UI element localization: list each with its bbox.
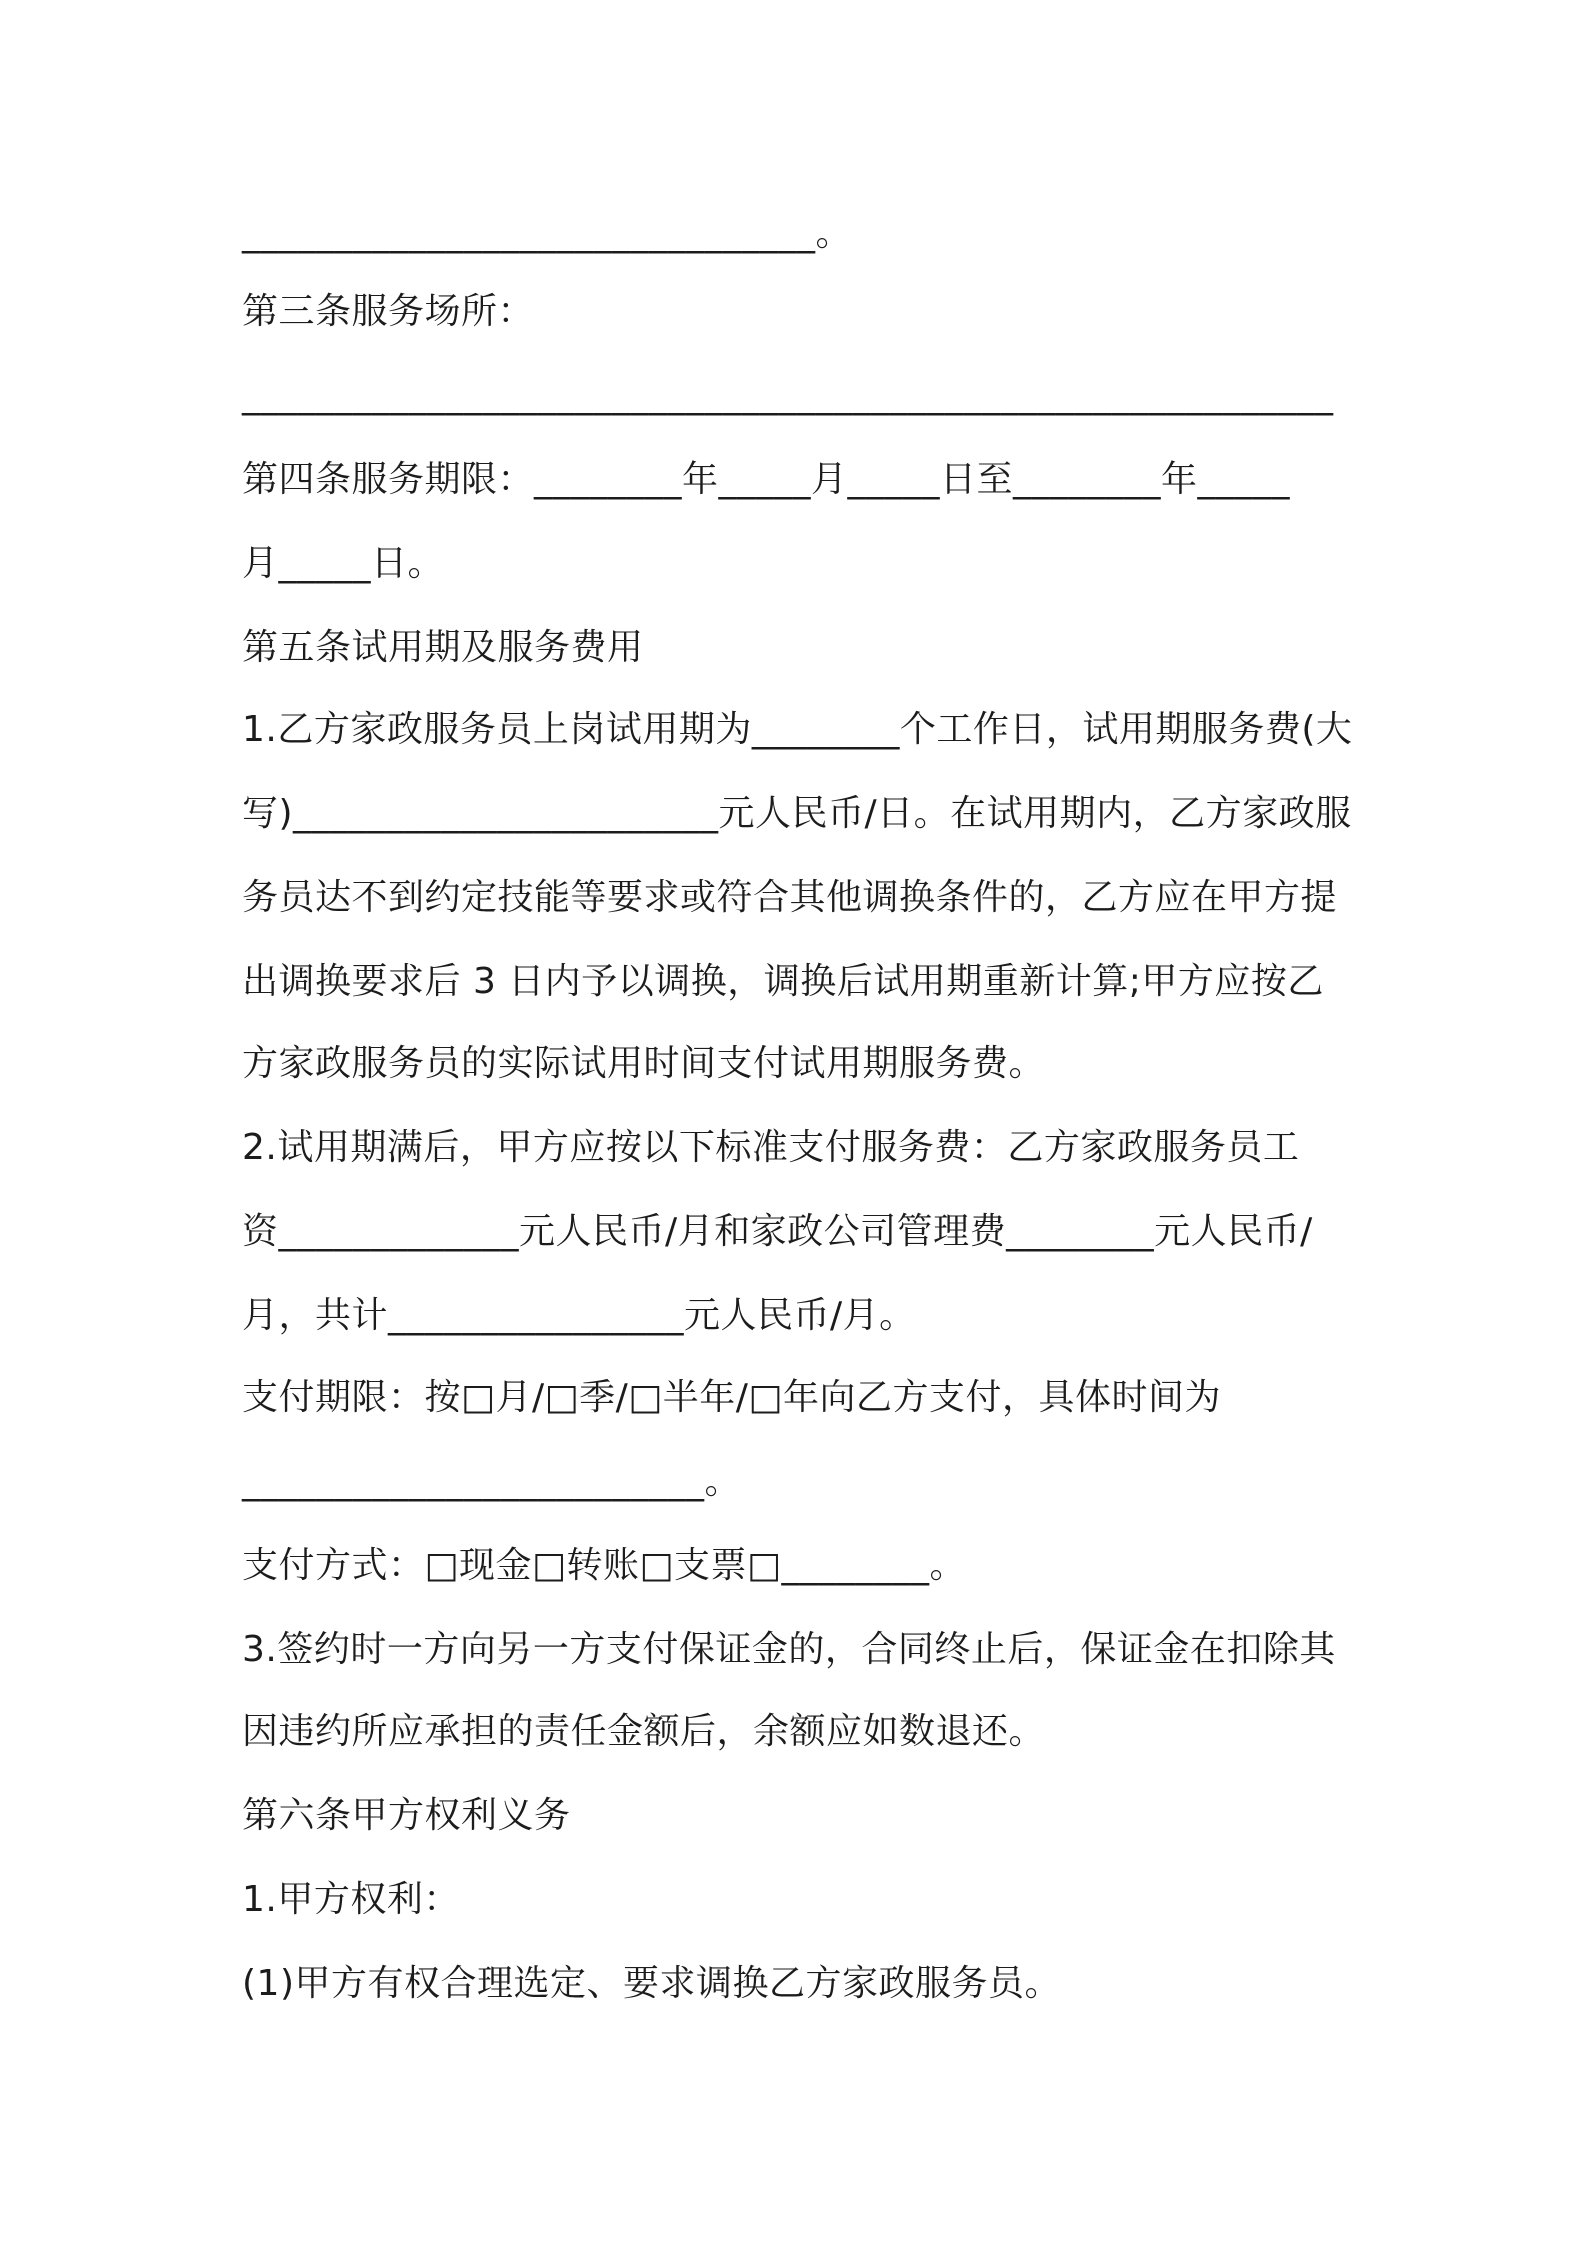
- payment-term-line-1: 支付期限：按□月/□季/□半年/□年向乙方支付，具体时间为: [242, 1377, 1221, 1418]
- clause-5-2-line-3: 月，共计________________元人民币/月。: [242, 1295, 916, 1336]
- article-4-service-period-cont: 月_____日。: [242, 543, 445, 584]
- clause-5-1-line-3: 务员达不到约定技能等要求或符合其他调换条件的，乙方应在甲方提: [242, 877, 1338, 918]
- payment-term-line-2: _________________________。: [242, 1461, 741, 1502]
- clause-5-1-line-1: 1.乙方家政服务员上岗试用期为________个工作日，试用期服务费(大: [242, 709, 1353, 750]
- payment-method: 支付方式：□现金□转账□支票□________。: [242, 1545, 967, 1586]
- clause-6-1-item-1: (1)甲方有权合理选定、要求调换乙方家政服务员。: [242, 1963, 1061, 2004]
- clause-5-2-line-1: 2.试用期满后，甲方应按以下标准支付服务费：乙方家政服务员工: [242, 1127, 1300, 1168]
- article-6-heading: 第六条甲方权利义务: [242, 1795, 571, 1836]
- clause-6-1-heading: 1.甲方权利：: [242, 1879, 460, 1920]
- article-4-service-period: 第四条服务期限：________年_____月_____日至________年_____: [242, 459, 1291, 500]
- article-5-heading: 第五条试用期及服务费用: [242, 627, 644, 668]
- clause-5-1-line-2: 写)_______________________元人民币/日。在试用期内，乙方家政服: [242, 793, 1352, 834]
- article-3-heading: 第三条服务场所：: [242, 291, 535, 332]
- blank-line-end: _______________________________。: [242, 213, 852, 254]
- clause-5-1-line-5: 方家政服务员的实际试用时间支付试用期服务费。: [242, 1043, 1046, 1084]
- clause-5-3-line-1: 3.签约时一方向另一方支付保证金的，合同终止后，保证金在扣除其: [242, 1629, 1336, 1670]
- clause-5-3-line-2: 因违约所应承担的责任金额后，余额应如数退还。: [242, 1711, 1046, 1752]
- clause-5-1-line-4: 出调换要求后 3 日内予以调换，调换后试用期重新计算;甲方应按乙: [242, 961, 1324, 1002]
- clause-5-2-line-2: 资_____________元人民币/月和家政公司管理费________元人民币/: [242, 1211, 1313, 1252]
- service-location-blank: ___________________________________________________________: [242, 375, 1334, 416]
